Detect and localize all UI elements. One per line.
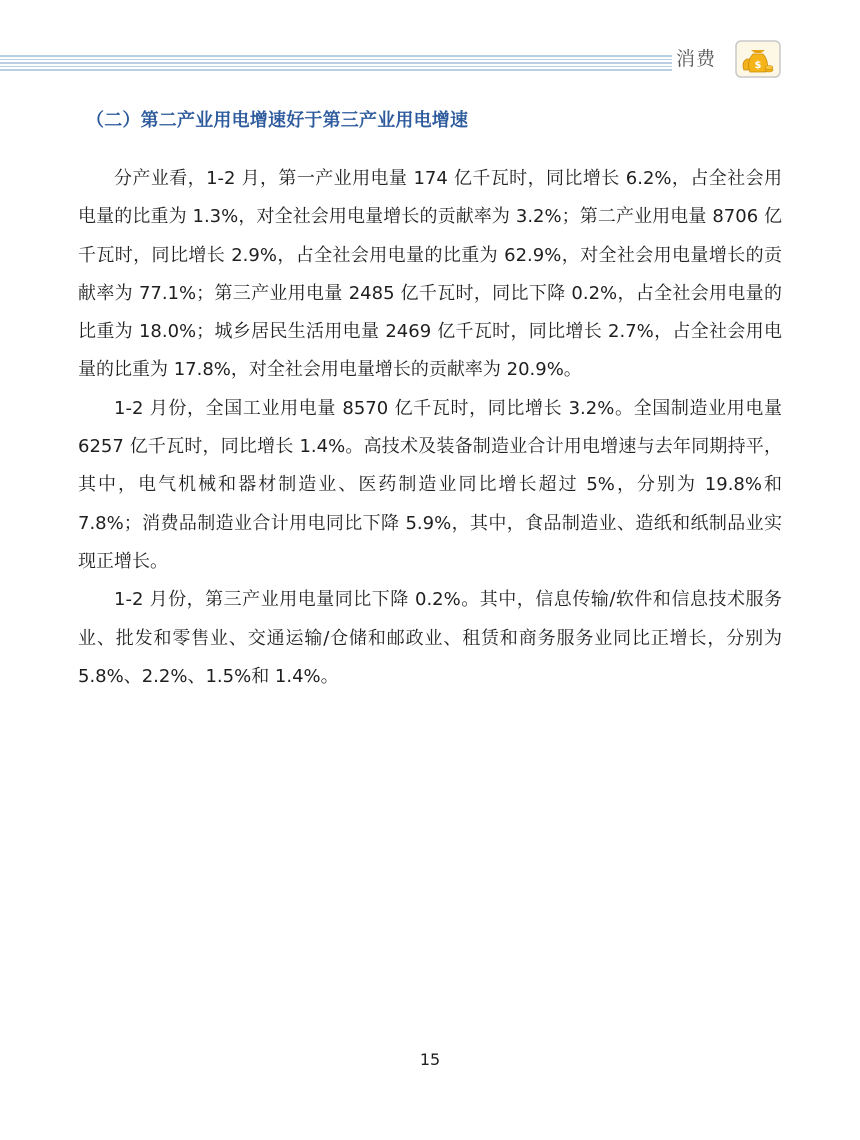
header-title: 消费 — [676, 48, 717, 70]
paragraph-tertiary: 1-2 月份，第三产业用电量同比下降 0.2%。其中，信息传输/软件和信息技术服务业、批发和零售业、交通运输/仓储和邮政业、租赁和商务服务业同比正增长，分别为 5.8%、2.2%、1.5%和 1.4%。 — [78, 589, 782, 687]
paragraph-industrial: 1-2 月份，全国工业用电量 8570 亿千瓦时，同比增长 3.2%。全国制造业用电量 6257 亿千瓦时，同比增长 1.4%。高技术及装备制造业合计用电增速与去年同期持平，其中，电气机械和器材制造业、医药制造业同比增长超过 5%，分别为 19.8%和 7.8%；消费品制造业合计用电同比下降 5.9%，其中，食品制造业、造纸和纸制品业实现正增长。 — [78, 397, 782, 572]
section-heading: （二）第二产业用电增速好于第三产业用电增速 — [86, 110, 469, 131]
header-rule — [0, 55, 672, 71]
body-text — [78, 160, 782, 696]
page-number: 15 — [419, 1050, 441, 1069]
page-header — [0, 0, 860, 100]
svg-text:$: $ — [754, 60, 762, 71]
paragraph-by-industry: 分产业看，1-2 月，第一产业用电量 174 亿千瓦时，同比增长 6.2%，占全社会用电量的比重为 1.3%，对全社会用电量增长的贡献率为 3.2%；第二产业用电量 8706 亿千瓦时，同比增长 2.9%，占全社会用电量的比重为 62.9%，对全社会用电量增长的贡献率为 77.1%；第三产业用电量 2485 亿千瓦时，同比下降 0.2%，占全社会用电量的比重为 18.0%；城乡居民生活用电量 2469 亿千瓦时，同比增长 2.7%，占全社会用电量的比重为 17.8%，对全社会用电量增长的贡献率为 20.9%。 — [78, 168, 782, 381]
money-bag-icon — [735, 40, 781, 78]
